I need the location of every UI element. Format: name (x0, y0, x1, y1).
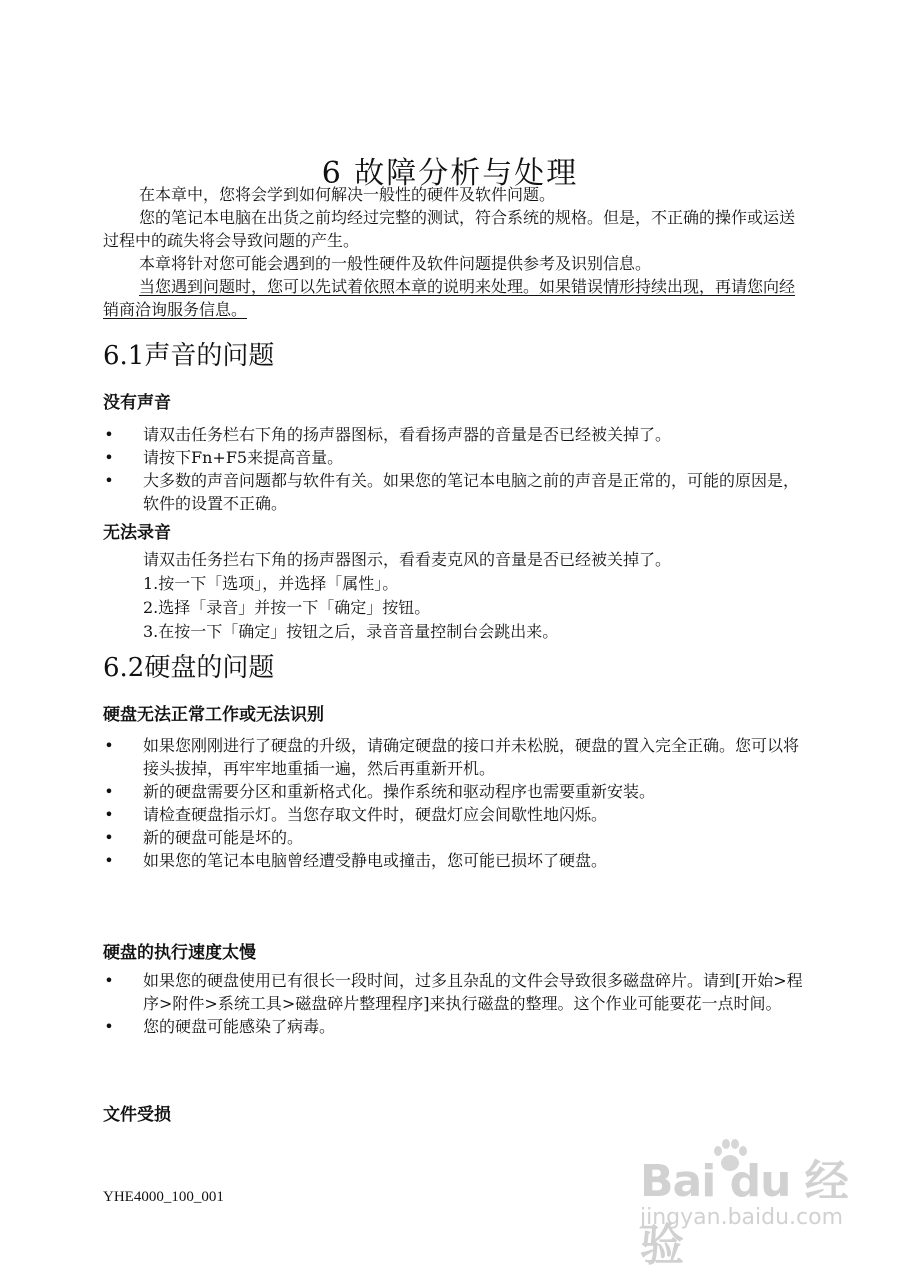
intro-block (103, 183, 803, 321)
list-item: • 新的硬盘需要分区和重新格式化。操作系统和驱动程序也需要重新安装。 (104, 782, 656, 801)
step-line: 2.选择「录音」并按一下「确定」按钮。 (143, 598, 431, 617)
section-title-sound: 6.1声音的问题 (103, 341, 275, 371)
no-sound-list (103, 423, 803, 515)
no-record-steps (143, 548, 803, 644)
document-code: YHE4000_100_001 (103, 1189, 224, 1205)
step-line: 1.按一下「选项」，并选择「属性」。 (143, 574, 399, 593)
intro-paragraph: 本章将针对您可能会遇到的一般性硬件及软件问题提供参考及识别信息。 (139, 254, 652, 273)
subsection-title-no-sound: 没有声音 (103, 393, 171, 413)
intro-paragraph-underlined: 当您遇到问题时，您可以先试着依照本章的说明来处理。如果错误情形持续出现，再请您向经销商洽询服务信息。 (103, 277, 796, 319)
section-title-disk: 6.2硬盘的问题 (103, 653, 275, 683)
list-item: • 您的硬盘可能感染了病毒。 (104, 1017, 336, 1036)
watermark-url: jingyan.baidu.com (640, 1205, 844, 1230)
disk-not-working-list (103, 734, 803, 872)
list-item: • 大多数的声音问题都与软件有关。如果您的笔记本电脑之前的声音是正常的，可能的原因是，软件的设置不正确。 (104, 471, 800, 513)
chapter-title: 6 故障分析与处理 (321, 156, 579, 192)
bullet-icon: • (104, 425, 114, 444)
bullet-icon: • (104, 448, 114, 467)
bullet-icon: • (104, 1017, 114, 1036)
subsection-title-no-record: 无法录音 (103, 523, 171, 543)
bullet-icon: • (104, 805, 114, 824)
list-item: • 如果您刚刚进行了硬盘的升级，请确定硬盘的接口并未松脱，硬盘的置入完全正确。您可以将接头拔掉，再牢牢地重插一遍，然后再重新开机。 (104, 736, 800, 778)
list-item: • 如果您的笔记本电脑曾经遭受静电或撞击，您可能已损坏了硬盘。 (104, 851, 608, 870)
baidu-jingyan-watermark (640, 1145, 875, 1271)
bullet-icon: • (104, 471, 114, 490)
list-item: • 请检查硬盘指示灯。当您存取文件时，硬盘灯应会间歇性地闪烁。 (104, 805, 608, 824)
watermark-logo: Bai du 经验 (640, 1156, 848, 1271)
list-item: • 请按下Fn+F5来提高音量。 (104, 448, 344, 467)
list-item: • 如果您的硬盘使用已有很长一段时间，过多且杂乱的文件会导致很多磁盘碎片。请到[开始>程序>附件>系统工具>磁盘碎片整理程序]来执行磁盘的整理。这个作业可能要花一点时间。 (104, 971, 803, 1013)
disk-slow-list (103, 969, 803, 1038)
list-item: • 新的硬盘可能是坏的。 (104, 828, 304, 847)
subsection-title-disk-slow: 硬盘的执行速度太慢 (103, 943, 256, 963)
intro-paragraph: 您的笔记本电脑在出货之前均经过完整的测试，符合系统的规格。但是，不正确的操作或运送过程中的疏失将会导致问题的产生。 (103, 208, 796, 250)
bullet-icon: • (104, 971, 114, 990)
step-line: 3.在按一下「确定」按钮之后，录音音量控制台会跳出来。 (143, 622, 559, 641)
bullet-icon: • (104, 851, 114, 870)
bullet-icon: • (104, 782, 114, 801)
intro-paragraph: 在本章中，您将会学到如何解决一般性的硬件及软件问题。 (139, 185, 556, 204)
subsection-title-disk-not-working: 硬盘无法正常工作或无法识别 (103, 705, 324, 725)
bullet-icon: • (104, 828, 114, 847)
step-line: 请双击任务拦右下角的扬声器图示，看看麦克风的音量是否已经被关掉了。 (143, 550, 672, 569)
list-item: • 请双击任务栏右下角的扬声器图标，看看扬声器的音量是否已经被关掉了。 (104, 425, 672, 444)
subsection-title-file-damaged: 文件受损 (103, 1105, 171, 1125)
bullet-icon: • (104, 736, 114, 755)
